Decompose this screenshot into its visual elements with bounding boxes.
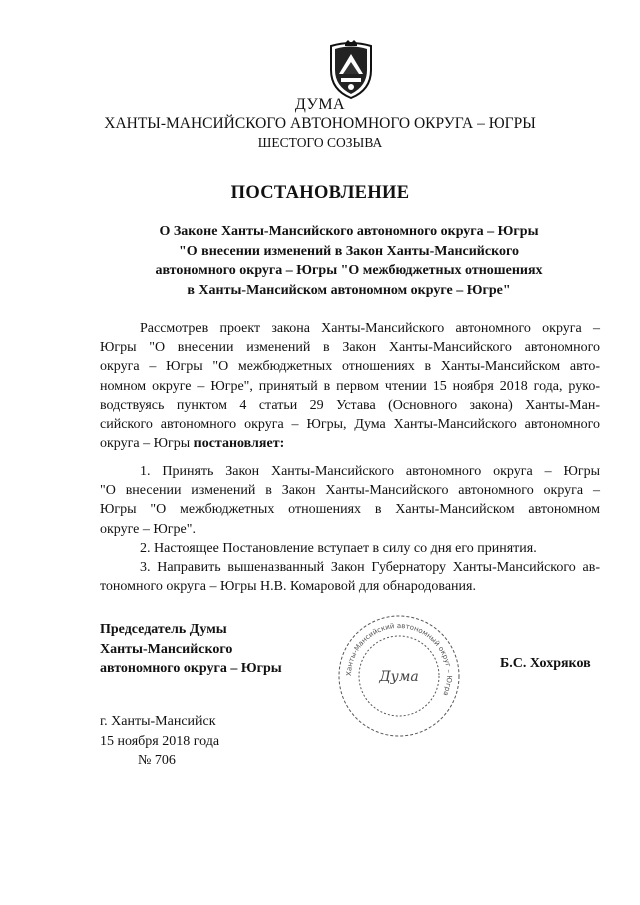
preamble-line: округа – Югры "О межбюджетных отношениях в Ханты-Мансийском авто-	[100, 359, 600, 375]
preamble-text: округа – Югры	[100, 436, 194, 452]
preamble-verb: постановляет:	[193, 436, 285, 452]
position-line: автономного округа – Югры	[100, 661, 282, 676]
subject-line: "О внесении изменений в Закон Ханты-Мансийского	[179, 243, 519, 259]
preamble	[100, 319, 600, 453]
preamble-line: номном округе – Югре", принятый в первом чтении 15 ноября 2018 года, руко-	[100, 378, 600, 394]
date: 15 ноября 2018 года	[100, 733, 220, 749]
stamp-ring-text: Ханты-Мансийский автономный округ – Югра	[344, 621, 454, 697]
document-subject	[118, 222, 580, 300]
signatory-name: Б.С. Хохряков	[500, 656, 591, 671]
subject-line: автономного округа – Югры "О межбюджетных отношениях	[155, 263, 543, 278]
preamble-line: водствуясь пунктом 4 статьи 29 Устава (Основного закона) Ханты-Ман-	[100, 397, 600, 413]
preamble-line: Рассмотрев проект закона Ханты-Мансийского автономного округа –	[140, 321, 600, 336]
official-stamp	[335, 612, 463, 740]
coat-of-arms-icon	[325, 40, 377, 100]
resolution-items	[100, 462, 600, 596]
document-type: ПОСТАНОВЛЕНИЕ	[230, 183, 410, 203]
position-line: Председатель Думы	[100, 622, 227, 637]
document-number: № 706	[138, 753, 176, 768]
preamble-line: сийского автономного округа – Югры, Дума Ханты-Мансийского автономного	[100, 416, 600, 432]
item1-line: 1. Принять Закон Ханты-Мансийского автономного округа – Югры	[140, 464, 600, 479]
item1-line: округе – Югре".	[100, 521, 196, 537]
item1-line: "О внесении изменений в Закон Ханты-Мансийского автономного округа –	[100, 483, 600, 499]
item3-line: 3. Направить вышеназванный Закон Губернатору Ханты-Мансийского ав-	[140, 559, 600, 575]
city: г. Ханты-Мансийск	[100, 714, 216, 729]
preamble-last-line	[100, 434, 600, 453]
item2-line: 2. Настоящее Постановление вступает в силу со дня его принятия.	[140, 540, 537, 556]
preamble-line: Югры "О внесении изменений в Закон Ханты-Мансийского автономного	[100, 340, 600, 356]
subject-line: О Законе Ханты-Мансийского автономного округа – Югры	[159, 224, 539, 239]
org-convocation: ШЕСТОГО СОЗЫВА	[257, 135, 383, 150]
org-region: ХАНТЫ-МАНСИЙСКОГО АВТОНОМНОГО ОКРУГА – ЮГРЫ	[104, 115, 536, 132]
stamp-center-text: Дума	[379, 669, 419, 685]
org-name: ДУМА	[294, 96, 346, 113]
item3-line: тономного округа – Югры Н.В. Комаровой для обнародования.	[100, 579, 476, 595]
svg-text:Ханты-Мансийский автономный ок	[345, 622, 453, 697]
position-line: Ханты-Мансийского	[100, 641, 233, 657]
item1-line: Югры "О межбюджетных отношениях в Ханты-Мансийском автономном	[100, 502, 600, 518]
document-place-date	[100, 712, 219, 771]
signatory-position	[100, 620, 282, 679]
subject-line: в Ханты-Мансийском автономном округе – Югре"	[187, 282, 511, 298]
